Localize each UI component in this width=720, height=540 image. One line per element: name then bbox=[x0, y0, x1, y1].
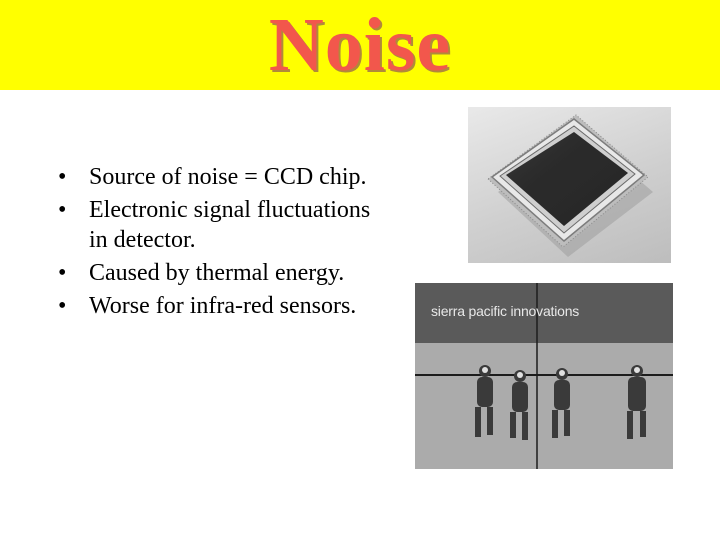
slide-title: Noise bbox=[268, 3, 452, 87]
bullet-text: Source of noise = CCD chip. bbox=[89, 164, 367, 190]
ccd-chip-icon bbox=[468, 107, 671, 263]
bullet-text: Worse for infra-red sensors. bbox=[89, 293, 357, 319]
bullet-text: Caused by thermal energy. bbox=[89, 260, 345, 286]
bullet-marker: • bbox=[58, 197, 67, 223]
bullet-marker: • bbox=[58, 164, 67, 190]
bullet-marker: • bbox=[58, 260, 67, 286]
infrared-image bbox=[415, 283, 673, 469]
ccd-chip-photo bbox=[468, 107, 671, 263]
bullet-text: Electronic signal fluctuations in detector. bbox=[89, 197, 371, 253]
bullet-list bbox=[58, 162, 378, 324]
bullet-item bbox=[58, 291, 378, 321]
ir-logo-text: sierra pacific innovations bbox=[431, 303, 580, 319]
bullet-marker: • bbox=[58, 293, 67, 319]
bullet-item bbox=[58, 162, 378, 192]
bullet-item bbox=[58, 258, 378, 288]
bullet-item bbox=[58, 195, 378, 255]
